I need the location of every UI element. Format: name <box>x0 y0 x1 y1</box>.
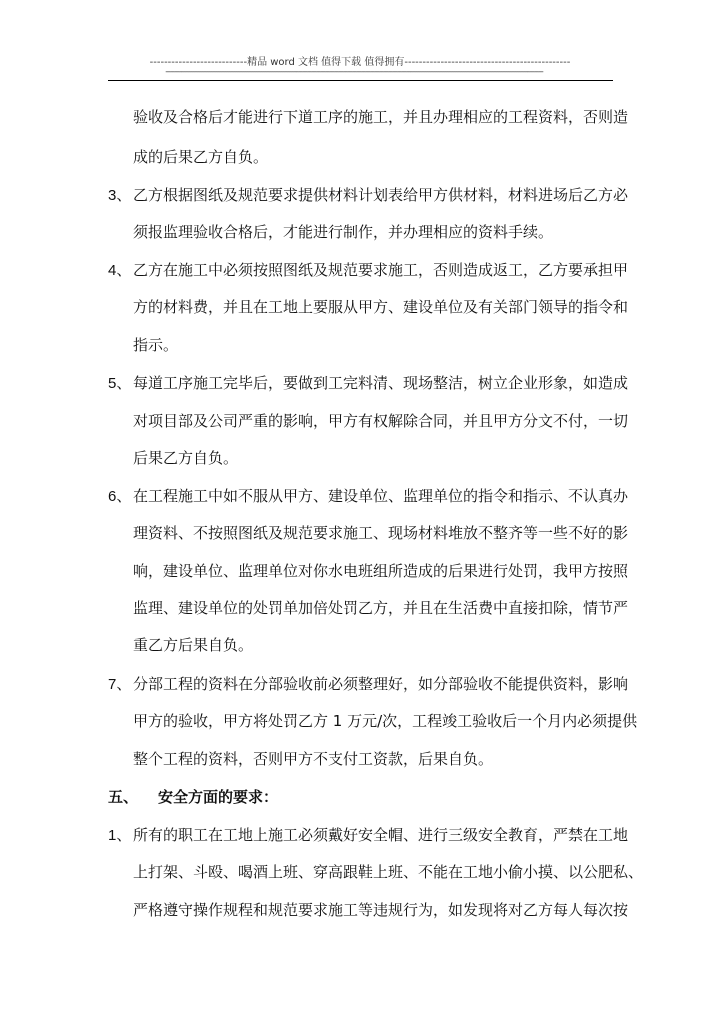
item-number: 6、 <box>108 488 132 505</box>
body-line: 每道工序施工完毕后，要做到工完料清、现场整洁，树立企业形象，如造成 <box>133 374 629 392</box>
section-title: 安全方面的要求： <box>158 788 279 806</box>
item-number: 4、 <box>108 262 132 279</box>
body-line: 整个工程的资料，否则甲方不支付工资款，后果自负。 <box>133 750 494 768</box>
header-rule <box>108 80 613 81</box>
body-line: 甲方的验收，甲方将处罚乙方 1 万元/次，工程竣工验收后一个月内必须提供 <box>133 712 638 730</box>
body-line: 监理、建设单位的处罚单加倍处罚乙方，并且在生活费中直接扣除，情节严 <box>133 599 629 617</box>
item-number: 1、 <box>108 827 132 844</box>
body-line: 所有的职工在工地上施工必须戴好安全帽、进行三级安全教育，严禁在工地 <box>133 826 629 844</box>
body-line: 须报监理验收合格后，才能进行制作，并办理相应的资料手续。 <box>133 223 554 241</box>
section-number: 五、 <box>108 789 139 806</box>
page-header-dashes: ------------------------------------------------------------------------------------------------------------------------------------------------------------------------ <box>165 67 543 77</box>
body-line: 成的后果乙方自负。 <box>133 148 269 166</box>
item-number: 5、 <box>108 375 132 392</box>
item-number: 7、 <box>108 676 132 693</box>
body-line: 方的材料费，并且在工地上要服从甲方、建设单位及有关部门领导的指令和 <box>133 298 629 316</box>
body-line: 分部工程的资料在分部验收前必须整理好，如分部验收不能提供资料，影响 <box>133 675 629 693</box>
body-line: 响，建设单位、监理单位对你水电班组所造成的后果进行处罚，我甲方按照 <box>133 562 629 580</box>
page-header-banner: ---------------------------精品 word 文档 值得下载 值得拥有---------------------------------------------- <box>149 57 571 68</box>
body-line: 指示。 <box>133 336 179 354</box>
item-number: 3、 <box>108 187 132 204</box>
body-line: 理资料、不按照图纸及规范要求施工、现场材料堆放不整齐等一些不好的影 <box>133 524 629 542</box>
body-line: 重乙方后果自负。 <box>133 636 254 654</box>
body-line: 在工程施工中如不服从甲方、建设单位、监理单位的指令和指示、不认真办 <box>133 487 629 505</box>
body-line: 严格遵守操作规程和规范要求施工等违规行为，如发现将对乙方每人每次按 <box>133 901 629 919</box>
body-line: 对项目部及公司严重的影响，甲方有权解除合同，并且甲方分文不付，一切 <box>133 412 629 430</box>
body-line: 后果乙方自负。 <box>133 449 239 467</box>
body-line: 乙方根据图纸及规范要求提供材料计划表给甲方供材料，材料进场后乙方必 <box>133 186 629 204</box>
body-line: 乙方在施工中必须按照图纸及规范要求施工，否则造成返工，乙方要承担甲 <box>133 261 629 279</box>
body-line: 上打架、斗殴、喝酒上班、穿高跟鞋上班、不能在工地小偷小摸、以公肥私、 <box>133 863 644 881</box>
body-line: 验收及合格后才能进行下道工序的施工，并且办理相应的工程资料，否则造 <box>133 108 629 126</box>
